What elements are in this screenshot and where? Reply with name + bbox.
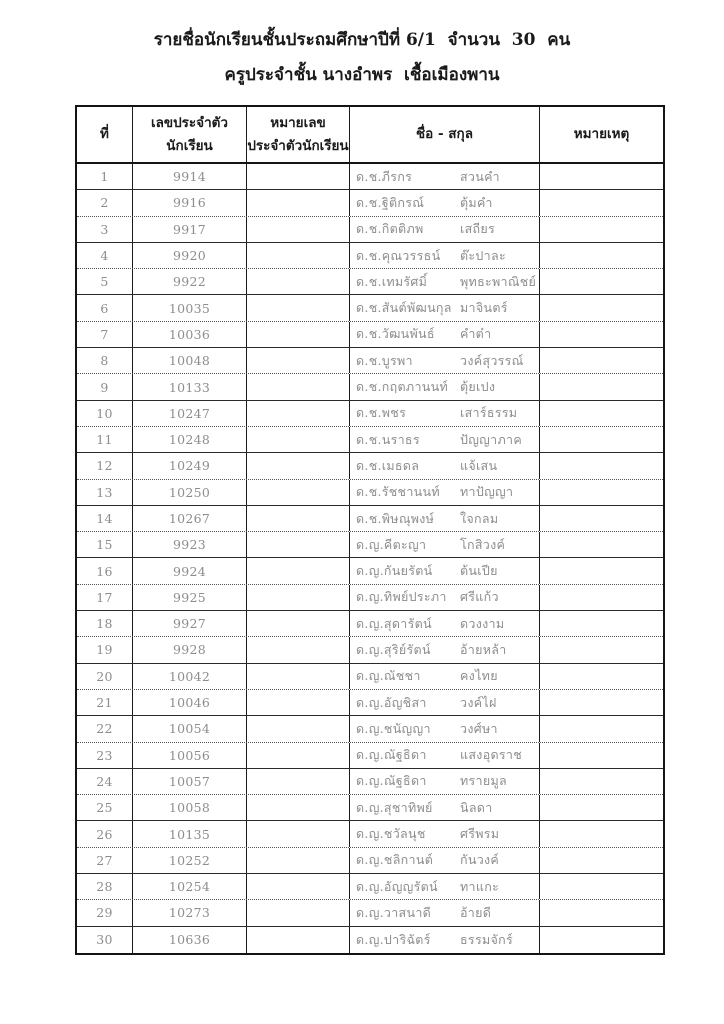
page-title: รายชื่อนักเรียนชั้นประถมศึกษาปีที่ 6/1 จำนวน 30 คน xyxy=(153,30,571,50)
table-row xyxy=(77,743,663,769)
student-first-name: ด.ญ.อัญญรัตน์ xyxy=(356,878,438,894)
cell-name xyxy=(350,322,540,347)
cell-student-id: 10248 xyxy=(133,427,247,452)
cell-remark xyxy=(540,506,663,531)
cell-no: 15 xyxy=(77,532,133,557)
cell-id-number xyxy=(247,506,350,531)
cell-name xyxy=(350,927,540,953)
student-last-name: พุทธะพาณิชย์ xyxy=(460,273,537,289)
student-last-name: ตุ้มคำ xyxy=(460,194,493,210)
student-first-name: ด.ญ.ชวัลนุช xyxy=(356,826,426,842)
table-row xyxy=(77,585,663,611)
cell-no: 11 xyxy=(77,427,133,452)
cell-name xyxy=(350,453,540,478)
cell-student-id: 10042 xyxy=(133,664,247,689)
cell-remark xyxy=(540,637,663,662)
cell-id-number xyxy=(247,453,350,478)
student-first-name: ด.ช.สันต์พัฒนกุล xyxy=(356,300,452,316)
cell-student-id: 9925 xyxy=(133,585,247,610)
student-last-name: คงไทย xyxy=(460,668,498,684)
cell-no: 6 xyxy=(77,295,133,320)
cell-student-id: 9922 xyxy=(133,269,247,294)
header-name-label: ชื่อ - สกุล xyxy=(416,126,473,143)
table-row xyxy=(77,848,663,874)
cell-remark xyxy=(540,821,663,846)
student-first-name: ด.ญ.กันยรัตน์ xyxy=(356,563,433,579)
student-first-name: ด.ช.กฤตภานนท์ xyxy=(356,379,448,395)
header-id-number xyxy=(247,107,350,162)
cell-id-number xyxy=(247,558,350,583)
cell-name xyxy=(350,506,540,531)
header-student-id-line2: นักเรียน xyxy=(166,137,213,154)
cell-id-number xyxy=(247,348,350,373)
table-row xyxy=(77,427,663,453)
cell-remark xyxy=(540,453,663,478)
cell-no: 19 xyxy=(77,637,133,662)
cell-name xyxy=(350,848,540,873)
cell-no: 8 xyxy=(77,348,133,373)
cell-no: 27 xyxy=(77,848,133,873)
student-last-name: โกสิวงค์ xyxy=(460,536,506,552)
table-row xyxy=(77,243,663,269)
cell-id-number xyxy=(247,532,350,557)
student-first-name: ด.ญ.สุริย์รัตน์ xyxy=(356,641,431,657)
table-row xyxy=(77,164,663,190)
cell-name xyxy=(350,480,540,505)
student-first-name: ด.ช.รัชชานนท์ xyxy=(356,484,440,500)
cell-no: 26 xyxy=(77,821,133,846)
cell-id-number xyxy=(247,243,350,268)
table-row xyxy=(77,637,663,663)
cell-student-id: 10135 xyxy=(133,821,247,846)
cell-remark xyxy=(540,769,663,794)
table-row xyxy=(77,821,663,847)
student-last-name: ทาแกะ xyxy=(460,878,500,894)
table-row xyxy=(77,795,663,821)
student-roster-table xyxy=(75,105,665,955)
cell-student-id: 9916 xyxy=(133,190,247,215)
student-last-name: เสาร์ธรรม xyxy=(460,405,518,421)
header-remark-label: หมายเหตุ xyxy=(573,126,630,143)
table-row xyxy=(77,401,663,427)
header-student-id xyxy=(133,107,247,162)
cell-name xyxy=(350,690,540,715)
table-row xyxy=(77,322,663,348)
student-first-name: ด.ญ.ปาริฉัตร์ xyxy=(356,931,431,947)
table-row xyxy=(77,664,663,690)
cell-no: 22 xyxy=(77,716,133,741)
cell-name xyxy=(350,374,540,399)
cell-id-number xyxy=(247,664,350,689)
cell-name xyxy=(350,637,540,662)
cell-remark xyxy=(540,611,663,636)
student-last-name: ธรรมจักร์ xyxy=(460,931,514,947)
student-last-name: วงศ์ษา xyxy=(460,720,498,736)
student-first-name: ด.ญ.ณัฐธิดา xyxy=(356,773,427,789)
header-remark xyxy=(540,107,663,162)
cell-student-id: 10057 xyxy=(133,769,247,794)
cell-no: 16 xyxy=(77,558,133,583)
table-row xyxy=(77,900,663,926)
student-last-name: อ้ายดี xyxy=(460,904,492,920)
student-first-name: ด.ญ.ณัฐธิดา xyxy=(356,747,427,763)
header-id-number-line2: ประจำตัวนักเรียน xyxy=(247,137,349,154)
student-first-name: ด.ญ.วาสนาดี xyxy=(356,904,432,920)
cell-id-number xyxy=(247,322,350,347)
cell-student-id: 10249 xyxy=(133,453,247,478)
cell-student-id: 10254 xyxy=(133,874,247,899)
cell-name xyxy=(350,743,540,768)
cell-remark xyxy=(540,874,663,899)
table-row xyxy=(77,874,663,900)
table-row xyxy=(77,532,663,558)
cell-student-id: 10056 xyxy=(133,743,247,768)
cell-remark xyxy=(540,743,663,768)
cell-remark xyxy=(540,532,663,557)
cell-id-number xyxy=(247,716,350,741)
student-last-name: ต๊ะปาละ xyxy=(460,247,506,263)
table-row xyxy=(77,348,663,374)
student-first-name: ด.ช.ฐิติกรณ์ xyxy=(356,194,425,210)
cell-id-number xyxy=(247,190,350,215)
cell-name xyxy=(350,295,540,320)
cell-id-number xyxy=(247,374,350,399)
cell-no: 5 xyxy=(77,269,133,294)
cell-remark xyxy=(540,401,663,426)
page-subtitle: ครูประจำชั้น นางอำพร เชื้อเมืองพาน xyxy=(224,65,500,86)
student-last-name: มาจินตร์ xyxy=(460,300,508,316)
cell-remark xyxy=(540,480,663,505)
student-last-name: คำต๋า xyxy=(460,326,492,342)
cell-student-id: 10054 xyxy=(133,716,247,741)
cell-no: 2 xyxy=(77,190,133,215)
student-last-name: แสงอุดราช xyxy=(460,747,523,763)
student-first-name: ด.ช.ภีรกร xyxy=(356,168,413,184)
cell-student-id: 10133 xyxy=(133,374,247,399)
cell-name xyxy=(350,348,540,373)
cell-student-id: 9927 xyxy=(133,611,247,636)
cell-student-id: 10048 xyxy=(133,348,247,373)
cell-no: 1 xyxy=(77,164,133,189)
cell-id-number xyxy=(247,585,350,610)
cell-remark xyxy=(540,190,663,215)
cell-name xyxy=(350,821,540,846)
cell-id-number xyxy=(247,874,350,899)
cell-id-number xyxy=(247,401,350,426)
cell-student-id: 10247 xyxy=(133,401,247,426)
student-last-name: ศรีพรม xyxy=(460,826,500,842)
student-last-name: ตุ้ยเปง xyxy=(460,379,496,395)
table-header-row xyxy=(77,107,663,164)
cell-name xyxy=(350,900,540,925)
table-row xyxy=(77,716,663,742)
table-row xyxy=(77,690,663,716)
cell-id-number xyxy=(247,295,350,320)
cell-student-id: 10252 xyxy=(133,848,247,873)
cell-remark xyxy=(540,164,663,189)
table-row xyxy=(77,558,663,584)
student-last-name: ทรายมูล xyxy=(460,773,507,789)
cell-no: 21 xyxy=(77,690,133,715)
student-last-name: ดวงงาม xyxy=(460,615,505,631)
student-first-name: ด.ช.เมธดล xyxy=(356,457,420,473)
cell-id-number xyxy=(247,611,350,636)
student-last-name: แจ้เสน xyxy=(460,457,498,473)
student-last-name: กันวงค์ xyxy=(460,852,500,868)
table-body xyxy=(77,164,663,953)
cell-name xyxy=(350,243,540,268)
cell-name xyxy=(350,401,540,426)
student-first-name: ด.ช.พิษณุพงษ์ xyxy=(356,510,435,526)
cell-no: 17 xyxy=(77,585,133,610)
cell-no: 3 xyxy=(77,217,133,242)
table-row xyxy=(77,453,663,479)
cell-no: 20 xyxy=(77,664,133,689)
cell-id-number xyxy=(247,769,350,794)
header-no xyxy=(77,107,133,162)
student-last-name: วงค์สุวรรณ์ xyxy=(460,352,524,368)
cell-remark xyxy=(540,243,663,268)
cell-no: 14 xyxy=(77,506,133,531)
student-first-name: ด.ญ.สุชาทิพย์ xyxy=(356,799,433,815)
header-no-label: ที่ xyxy=(100,126,109,143)
cell-name xyxy=(350,874,540,899)
cell-id-number xyxy=(247,269,350,294)
student-first-name: ด.ญ.ชนัญญา xyxy=(356,720,431,736)
cell-student-id: 9923 xyxy=(133,532,247,557)
cell-name xyxy=(350,558,540,583)
table-row xyxy=(77,269,663,295)
cell-name xyxy=(350,164,540,189)
student-first-name: ด.ช.วัฒนพันธ์ xyxy=(356,326,435,342)
cell-remark xyxy=(540,217,663,242)
header-student-id-line1: เลขประจำตัว xyxy=(150,114,229,131)
cell-no: 18 xyxy=(77,611,133,636)
cell-remark xyxy=(540,795,663,820)
cell-no: 4 xyxy=(77,243,133,268)
student-last-name: อ้ายหล้า xyxy=(460,641,507,657)
student-last-name: วงค์ไฝ xyxy=(460,694,497,710)
cell-remark xyxy=(540,585,663,610)
cell-remark xyxy=(540,374,663,399)
table-row xyxy=(77,506,663,532)
cell-no: 24 xyxy=(77,769,133,794)
table-row xyxy=(77,611,663,637)
cell-id-number xyxy=(247,480,350,505)
table-row xyxy=(77,769,663,795)
cell-id-number xyxy=(247,821,350,846)
cell-id-number xyxy=(247,900,350,925)
table-row xyxy=(77,295,663,321)
cell-remark xyxy=(540,348,663,373)
cell-student-id: 10036 xyxy=(133,322,247,347)
cell-id-number xyxy=(247,743,350,768)
cell-name xyxy=(350,585,540,610)
student-last-name: ทาปัญญา xyxy=(460,484,514,500)
student-last-name: เสถียร xyxy=(460,221,496,237)
table-row xyxy=(77,480,663,506)
student-first-name: ด.ญ.ณัชชา xyxy=(356,668,421,684)
student-last-name: ต้นเปีย xyxy=(460,563,498,579)
student-last-name: นิลดา xyxy=(460,799,493,815)
student-first-name: ด.ช.นราธร xyxy=(356,431,420,447)
cell-remark xyxy=(540,295,663,320)
cell-name xyxy=(350,427,540,452)
cell-name xyxy=(350,716,540,741)
cell-no: 12 xyxy=(77,453,133,478)
cell-name xyxy=(350,795,540,820)
cell-id-number xyxy=(247,164,350,189)
cell-student-id: 9928 xyxy=(133,637,247,662)
cell-student-id: 10636 xyxy=(133,927,247,953)
cell-student-id: 9924 xyxy=(133,558,247,583)
cell-name xyxy=(350,769,540,794)
cell-remark xyxy=(540,848,663,873)
cell-remark xyxy=(540,716,663,741)
student-first-name: ด.ญ.คีตะญา xyxy=(356,536,427,552)
student-last-name: สวนคำ xyxy=(460,168,500,184)
student-first-name: ด.ญ.ชลิกานต์ xyxy=(356,852,434,868)
cell-student-id: 9920 xyxy=(133,243,247,268)
student-first-name: ด.ช.พชร xyxy=(356,405,407,421)
cell-id-number xyxy=(247,690,350,715)
cell-id-number xyxy=(247,795,350,820)
cell-name xyxy=(350,217,540,242)
cell-student-id: 9917 xyxy=(133,217,247,242)
student-first-name: ด.ญ.อัญชิสา xyxy=(356,694,427,710)
cell-remark xyxy=(540,900,663,925)
table-row xyxy=(77,190,663,216)
header-name xyxy=(350,107,540,162)
student-first-name: ด.ช.กิตติภพ xyxy=(356,221,424,237)
cell-name xyxy=(350,532,540,557)
cell-student-id: 10267 xyxy=(133,506,247,531)
student-first-name: ด.ช.เทมรัศมิ์ xyxy=(356,273,428,289)
cell-student-id: 10273 xyxy=(133,900,247,925)
cell-student-id: 9914 xyxy=(133,164,247,189)
cell-id-number xyxy=(247,848,350,873)
cell-id-number xyxy=(247,217,350,242)
cell-id-number xyxy=(247,427,350,452)
cell-name xyxy=(350,190,540,215)
cell-no: 23 xyxy=(77,743,133,768)
table-row xyxy=(77,217,663,243)
cell-remark xyxy=(540,927,663,953)
cell-id-number xyxy=(247,637,350,662)
header-id-number-line1: หมายเลข xyxy=(270,114,326,131)
cell-no: 13 xyxy=(77,480,133,505)
cell-remark xyxy=(540,664,663,689)
cell-name xyxy=(350,611,540,636)
cell-remark xyxy=(540,558,663,583)
student-first-name: ด.ช.คุณวรรธน์ xyxy=(356,247,441,263)
cell-no: 29 xyxy=(77,900,133,925)
cell-no: 9 xyxy=(77,374,133,399)
cell-remark xyxy=(540,690,663,715)
cell-remark xyxy=(540,269,663,294)
student-first-name: ด.ญ.ทิพย์ประภา xyxy=(356,589,447,605)
cell-student-id: 10035 xyxy=(133,295,247,320)
cell-no: 25 xyxy=(77,795,133,820)
cell-no: 10 xyxy=(77,401,133,426)
student-first-name: ด.ญ.สุดารัตน์ xyxy=(356,615,432,631)
table-row xyxy=(77,374,663,400)
table-row xyxy=(77,927,663,953)
cell-no: 7 xyxy=(77,322,133,347)
cell-remark xyxy=(540,427,663,452)
student-last-name: ปัญญาภาค xyxy=(460,431,522,447)
cell-student-id: 10058 xyxy=(133,795,247,820)
cell-student-id: 10250 xyxy=(133,480,247,505)
student-first-name: ด.ช.บูรพา xyxy=(356,352,413,368)
cell-no: 28 xyxy=(77,874,133,899)
cell-student-id: 10046 xyxy=(133,690,247,715)
student-last-name: ใจกลม xyxy=(460,510,499,526)
cell-id-number xyxy=(247,927,350,953)
cell-remark xyxy=(540,322,663,347)
student-last-name: ศรีแก้ว xyxy=(460,589,499,605)
cell-name xyxy=(350,664,540,689)
cell-no: 30 xyxy=(77,927,133,953)
cell-name xyxy=(350,269,540,294)
